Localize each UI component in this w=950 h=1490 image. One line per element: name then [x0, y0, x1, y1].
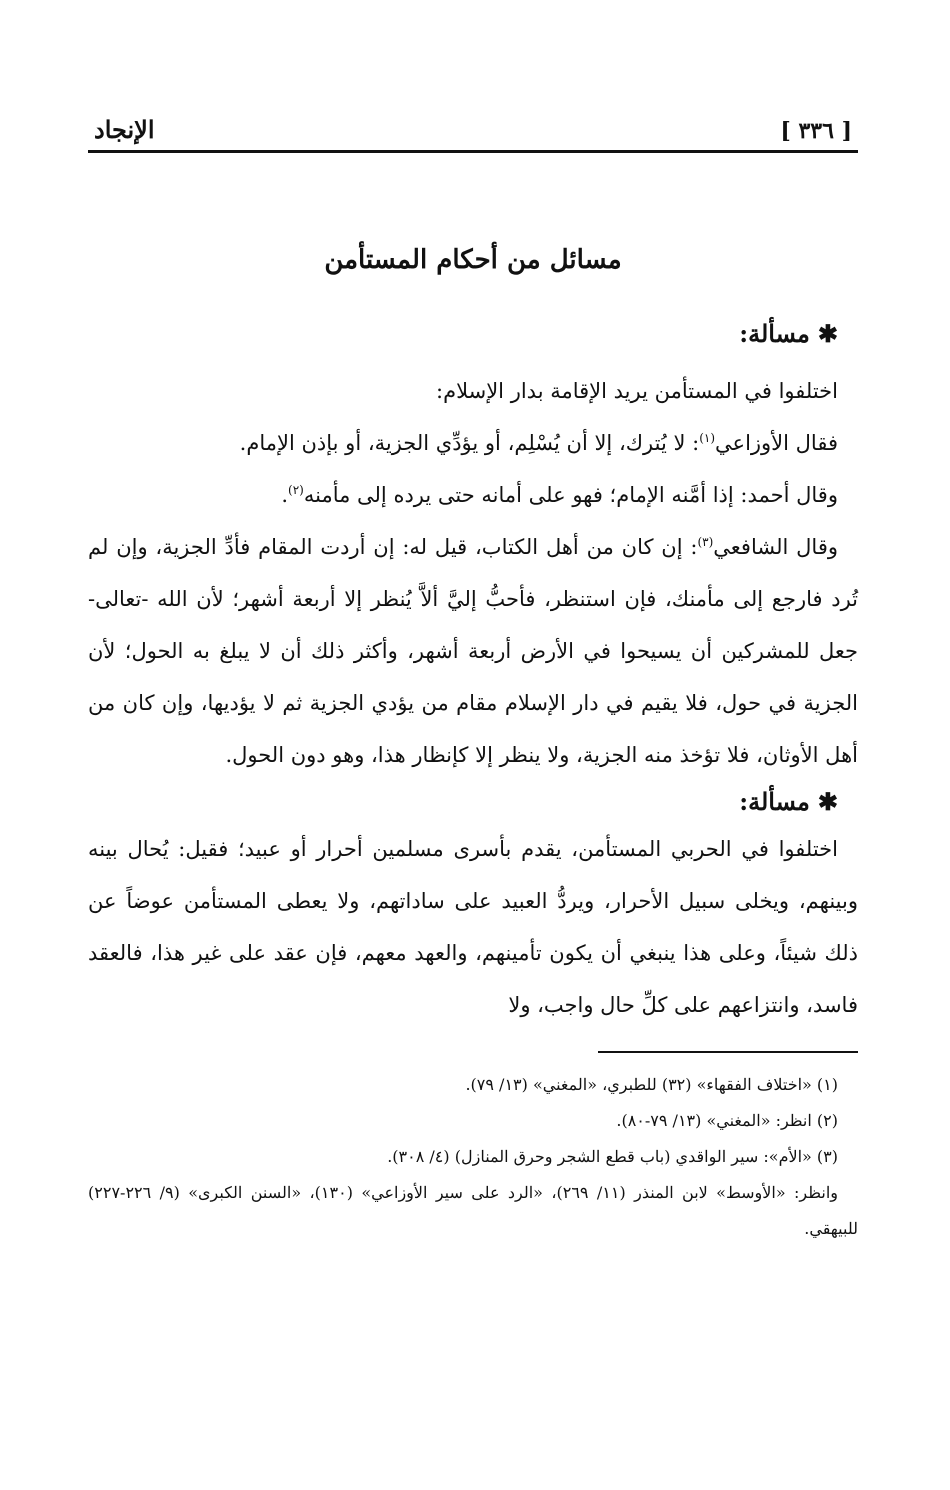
- paragraph-shafii: [88, 521, 858, 781]
- footnotes: [88, 1067, 858, 1247]
- issue-1-body: [88, 365, 858, 781]
- footnote-3: (٣) «الأم»: سير الواقدي (باب قطع الشجر وحرق المنازل) (٤/ ٣٠٨).: [387, 1147, 838, 1166]
- book-page: [88, 100, 858, 1247]
- asterisk-icon: ✱: [817, 787, 838, 816]
- running-header: [88, 100, 858, 153]
- paragraph-harbi: اختلفوا في الحربي المستأمن، يقدم بأسرى مسلمين أحرار أو عبيد؛ فقيل: يُحال بينه وبينهم، ويخلى سبيل الأحرار، ويردُّ العبيد على ساداتهم، ولا يعطى المستأمن عوضاً عن ذلك شيئاً، وعلى هذا ينبغي أن يكون تأمينهم، والعهد معهم، فإن عقد على غير هذا، فالعقد فاسد، وانتزاعهم على كلِّ حال واجب، ولا: [88, 837, 858, 1017]
- page-number: [ ٣٣٦ ]: [780, 118, 852, 144]
- paragraph-text: : إن كان من أهل الكتاب، قيل له: إن أردت المقام فأدِّ الجزية، وإن لم تُرد فارجع إلى مأمنك، فإن استنظر، فأحبُّ إليَّ ألاَّ يُنظر إلا أربعة أشهر؛ لأن الله -تعالى- جعل للمشركين أن يسيحوا في الأرض أربعة أشهر، وأكثر ذلك أن لا يبلغ به الحول؛ لأن الجزية في حول، فلا يقيم في دار الإسلام مقام من يؤدي الجزية ثم لا يؤديها، وإن كان من أهل الأوثان، فلا تؤخذ منه الجزية، ولا ينظر إلا كإنظار هذا، وهو دون الحول.: [88, 535, 858, 767]
- issue-heading-label: مسألة:: [739, 319, 810, 348]
- issue-heading-1: [88, 319, 858, 355]
- footnote-2: (٢) انظر: «المغني» (١٣/ ٧٩-٨٠).: [616, 1111, 838, 1130]
- paragraph-text: : لا يُترك، إلا أن يُسْلِم، أو يؤدِّي الجزية، أو بإذن الإمام.: [239, 431, 700, 455]
- paragraph-text: فقال الأوزاعي: [715, 431, 838, 455]
- footnote-reference: (٢): [288, 483, 304, 497]
- section-title: مسائل من أحكام المستأمن: [324, 245, 622, 275]
- footnote-reference: (٣): [697, 535, 714, 549]
- asterisk-icon: ✱: [817, 319, 838, 348]
- paragraph: اختلفوا في المستأمن يريد الإقامة بدار الإسلام:: [436, 379, 838, 403]
- footnote-divider: [598, 1051, 858, 1053]
- paragraph-text: وقال أحمد: إذا أمَّنه الإمام؛ فهو على أمانه حتى يرده إلى مأمنه: [303, 483, 838, 507]
- paragraph-text: .: [281, 483, 289, 507]
- issue-heading-2: [88, 787, 858, 823]
- footnote-3-continued: وانظر: «الأوسط» لابن المنذر (١١/ ٢٦٩)، «الرد على سير الأوزاعي» (١٣٠)، «السنن الكبرى» (٩/ ٢٢٦-٢٢٧) للبيهقي.: [88, 1183, 858, 1238]
- issue-heading-label: مسألة:: [739, 787, 810, 816]
- paragraph-ahmad: [88, 469, 858, 521]
- issue-2-body: [88, 823, 858, 1031]
- footnote-reference: (١): [699, 431, 716, 445]
- book-title: الإنجاد: [94, 115, 155, 144]
- footnote-1: (١) «اختلاف الفقهاء» (٣٢) للطبري، «المغني» (١٣/ ٧٩).: [465, 1075, 838, 1094]
- paragraph-text: وقال الشافعي: [713, 535, 838, 559]
- paragraph-awzai: [88, 417, 858, 469]
